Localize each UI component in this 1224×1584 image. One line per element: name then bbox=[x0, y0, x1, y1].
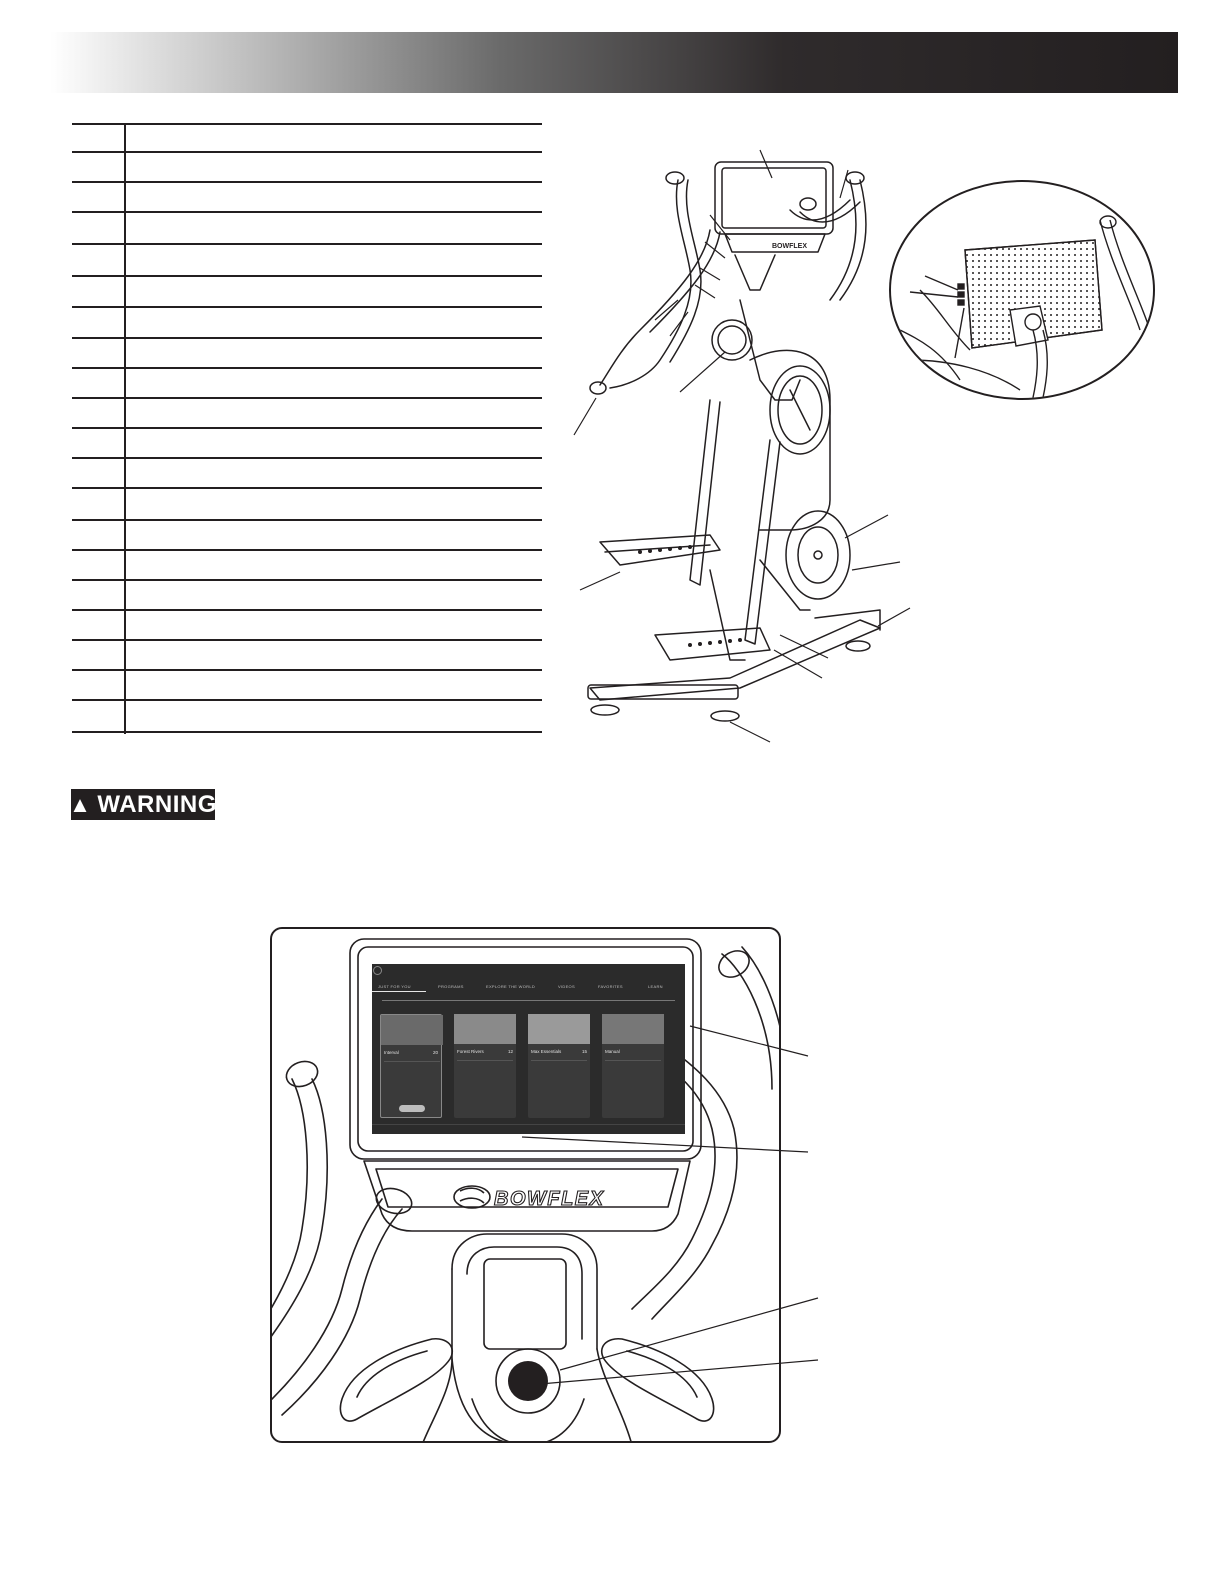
tab-explore-the-world[interactable]: EXPLORE THE WORLD bbox=[486, 984, 536, 989]
card-title: Forest Rivers bbox=[457, 1049, 484, 1054]
tab-favorites[interactable]: FAVORITES bbox=[598, 984, 623, 989]
warning-badge bbox=[71, 789, 215, 820]
warning-label: WARNING bbox=[97, 790, 217, 818]
card-minutes: 15 bbox=[581, 1049, 587, 1054]
tab-learn[interactable]: LEARN bbox=[648, 984, 663, 989]
user-avatar bbox=[373, 966, 382, 975]
table-row bbox=[72, 703, 542, 733]
table-row bbox=[72, 429, 542, 459]
table-row bbox=[72, 459, 542, 489]
table-row bbox=[72, 491, 542, 521]
card-title: Manual bbox=[605, 1049, 620, 1054]
table-row bbox=[72, 611, 542, 641]
start-button[interactable] bbox=[399, 1105, 425, 1112]
table-row bbox=[72, 183, 542, 213]
table-row bbox=[72, 581, 542, 611]
card-image bbox=[381, 1015, 443, 1045]
table-row bbox=[72, 215, 542, 245]
table-row bbox=[72, 278, 542, 308]
table-row bbox=[72, 153, 542, 183]
machine-illustration bbox=[560, 140, 920, 750]
card-minutes: 20 bbox=[432, 1050, 438, 1055]
table-row bbox=[72, 309, 542, 339]
console-outline bbox=[715, 162, 833, 234]
card-minutes: 12 bbox=[507, 1049, 513, 1054]
console-brand-logo: BOWFLEX bbox=[494, 1188, 605, 1210]
card-title: Interval bbox=[384, 1050, 399, 1055]
card-title: Max Essentials bbox=[531, 1049, 562, 1054]
table-row bbox=[72, 247, 542, 277]
table-row bbox=[72, 641, 542, 671]
time-slider[interactable] bbox=[382, 1000, 675, 1001]
section-header-bar bbox=[50, 32, 1178, 93]
table-row bbox=[72, 399, 542, 429]
table-row bbox=[72, 521, 542, 551]
console-leader-lines bbox=[500, 1020, 830, 1400]
parts-table bbox=[72, 123, 542, 734]
table-row bbox=[72, 369, 542, 399]
table-row bbox=[72, 123, 542, 153]
warning-triangle-icon: ▲ bbox=[69, 791, 92, 817]
tab-just-for-you[interactable]: JUST FOR YOU bbox=[378, 984, 411, 989]
tab-videos[interactable]: VIDEOS bbox=[558, 984, 575, 989]
table-row bbox=[72, 551, 542, 581]
table-row bbox=[72, 339, 542, 369]
workout-card[interactable] bbox=[380, 1014, 442, 1118]
table-row bbox=[72, 671, 542, 701]
active-tab-indicator bbox=[372, 991, 426, 992]
machine-brand-label: BOWFLEX bbox=[772, 243, 807, 250]
detail-inset bbox=[880, 180, 1162, 402]
tab-programs[interactable]: PROGRAMS bbox=[438, 984, 464, 989]
